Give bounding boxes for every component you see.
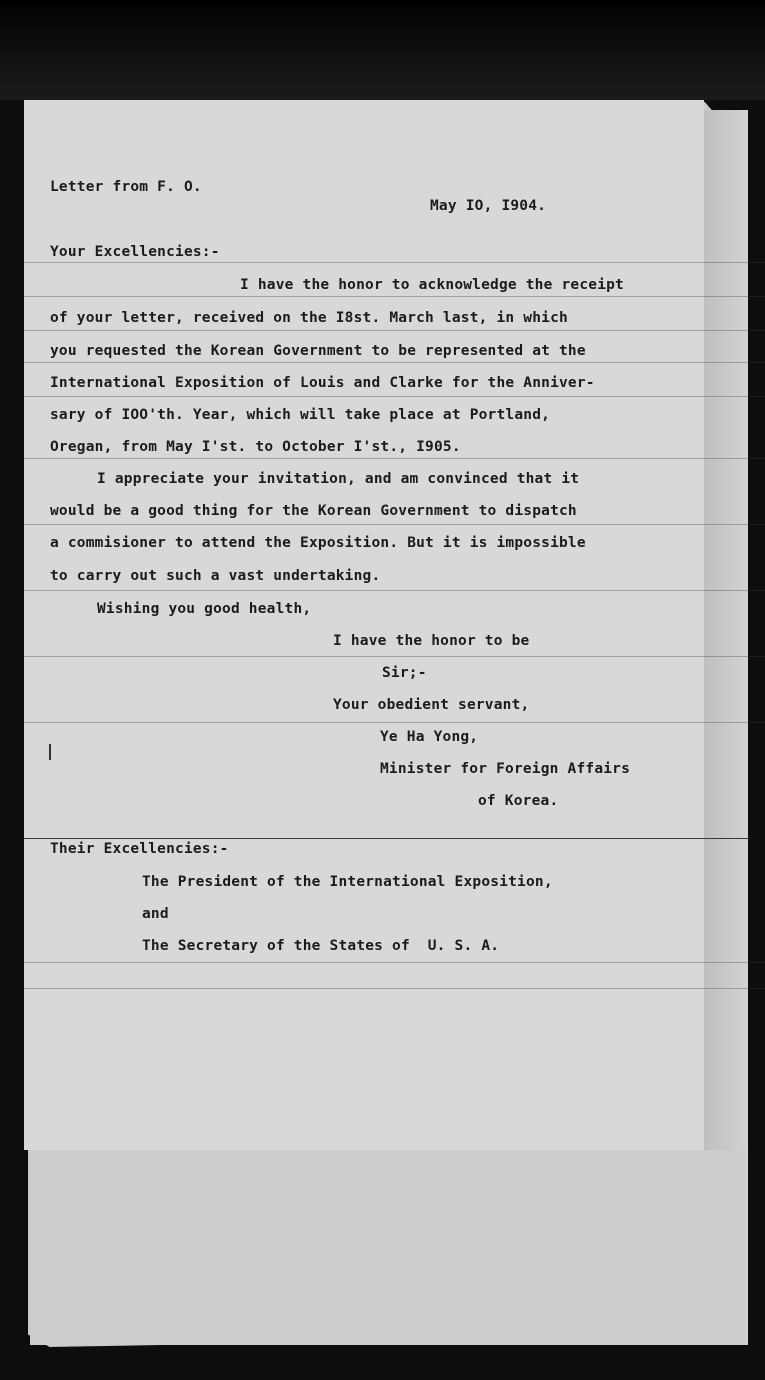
sign-off-line: I have the honor to be	[333, 633, 530, 649]
body-line: I have the honor to acknowledge the receipt	[240, 277, 624, 293]
body-line: I appreciate your invitation, and am convinced that it	[97, 471, 580, 487]
closing-wish: Wishing you good health,	[97, 601, 312, 617]
addressee-line: and	[142, 906, 169, 922]
body-line: you requested the Korean Government to be represented at the	[50, 343, 586, 359]
sign-off-line: Sir;-	[382, 665, 427, 681]
body-line: a commisioner to attend the Exposition. But it is impossible	[50, 535, 586, 551]
body-line: would be a good thing for the Korean Government to dispatch	[50, 503, 577, 519]
addressee-heading: Their Excellencies:-	[50, 841, 229, 857]
body-line: sary of IOO'th. Year, which will take place at Portland,	[50, 407, 551, 423]
letter-date: May IO, I904.	[430, 198, 547, 214]
letter-heading: Letter from F. O.	[50, 179, 202, 195]
margin-mark	[49, 744, 51, 760]
body-line: to carry out such a vast undertaking.	[50, 568, 381, 584]
signatory-name: Ye Ha Yong,	[380, 729, 479, 745]
salutation: Your Excellencies:-	[50, 244, 220, 260]
body-line: Oregan, from May I'st. to October I'st., I905.	[50, 439, 461, 455]
signatory-title: Minister for Foreign Affairs	[380, 761, 631, 777]
sign-off-line: Your obedient servant,	[333, 697, 530, 713]
signatory-title: of Korea.	[478, 793, 559, 809]
body-line: of your letter, received on the I8st. March last, in which	[50, 310, 568, 326]
body-line: International Exposition of Louis and Clarke for the Anniver-	[50, 375, 595, 391]
addressee-line: The President of the International Exposition,	[142, 874, 553, 890]
addressee-line: The Secretary of the States of U. S. A.	[142, 938, 500, 954]
